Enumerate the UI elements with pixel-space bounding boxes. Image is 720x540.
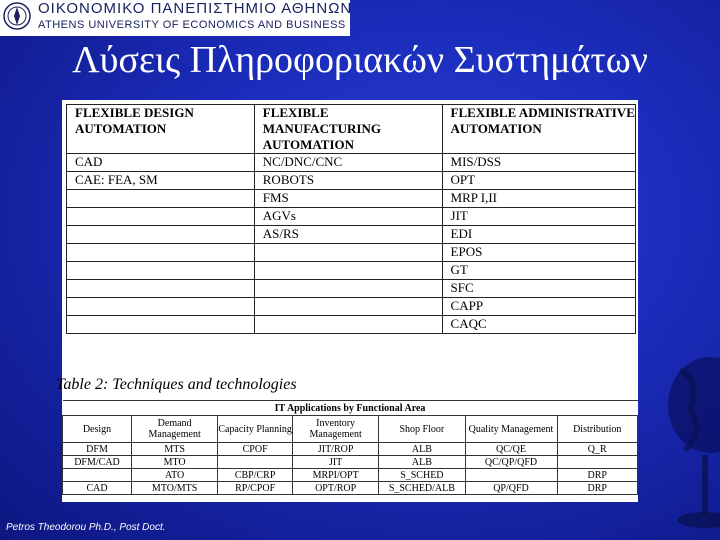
header-administrative: FLEXIBLE ADMINISTRATIVE AUTOMATION <box>442 105 635 154</box>
table-cell: EPOS <box>442 244 635 262</box>
table-cell: CAPP <box>442 298 635 316</box>
table-cell <box>254 244 442 262</box>
header-design: FLEXIBLE DESIGN AUTOMATION <box>67 105 255 154</box>
header-cell: Quality Management <box>465 416 557 443</box>
table-cell: MTS <box>132 443 218 456</box>
table-cell: JIT/ROP <box>293 443 379 456</box>
table-cell: OPT <box>442 172 635 190</box>
table-cell <box>254 316 442 334</box>
table-row <box>63 482 638 495</box>
table-cell: ROBOTS <box>254 172 442 190</box>
table-cell: NC/DNC/CNC <box>254 154 442 172</box>
table-cell <box>254 262 442 280</box>
table-row <box>67 172 636 190</box>
it-applications-table <box>62 400 638 495</box>
table-cell: EDI <box>442 226 635 244</box>
table-cell <box>557 456 638 469</box>
table-row <box>67 208 636 226</box>
table-cell: CAQC <box>442 316 635 334</box>
header-cell: Inventory Management <box>293 416 379 443</box>
table-cell: DFM/CAD <box>63 456 132 469</box>
table-cell <box>67 190 255 208</box>
table-row <box>67 298 636 316</box>
table-cell <box>67 226 255 244</box>
table-cell: QC/QE <box>465 443 557 456</box>
table-cell: RP/CPOF <box>218 482 293 495</box>
table-cell: QC/QP/QFD <box>465 456 557 469</box>
table-caption: Table 2: Techniques and technologies <box>56 376 297 393</box>
table-cell: CAD <box>67 154 255 172</box>
table-cell <box>67 280 255 298</box>
header-cell: Capacity Planning <box>218 416 293 443</box>
table-row <box>67 280 636 298</box>
university-name-english: ATHENS UNIVERSITY OF ECONOMICS AND BUSINESS <box>38 19 346 31</box>
table-title-row <box>63 401 638 416</box>
university-header <box>0 0 353 36</box>
table-header-row <box>63 416 638 443</box>
table-cell: CAD <box>63 482 132 495</box>
automation-table <box>66 104 636 334</box>
table-cell: CBP/CRP <box>218 469 293 482</box>
table-cell: GT <box>442 262 635 280</box>
table-cell: DRP <box>557 482 638 495</box>
table-cell: MRPI/OPT <box>293 469 379 482</box>
table-row <box>67 316 636 334</box>
table-cell: S_SCHED <box>379 469 465 482</box>
table-cell <box>254 298 442 316</box>
table-cell: MTO <box>132 456 218 469</box>
table-cell: MTO/MTS <box>132 482 218 495</box>
table-cell: JIT <box>442 208 635 226</box>
table-cell: ATO <box>132 469 218 482</box>
table-cell <box>67 208 255 226</box>
university-name-greek: ΟΙΚΟΝΟΜΙΚΟ ΠΑΝΕΠΙΣΤΗΜΙΟ ΑΘΗΝΩΝ <box>38 0 353 17</box>
table-cell: CPOF <box>218 443 293 456</box>
table-cell <box>254 280 442 298</box>
table-cell: MRP I,II <box>442 190 635 208</box>
table-cell <box>465 469 557 482</box>
table-cell: FMS <box>254 190 442 208</box>
table-row <box>67 226 636 244</box>
table-cell <box>67 244 255 262</box>
table-row <box>63 443 638 456</box>
table-cell: OPT/ROP <box>293 482 379 495</box>
header-cell: Shop Floor <box>379 416 465 443</box>
table-row <box>67 244 636 262</box>
table-cell <box>67 298 255 316</box>
table-row <box>63 456 638 469</box>
table-cell: CAE: FEA, SM <box>67 172 255 190</box>
table-cell: Q_R <box>557 443 638 456</box>
table-cell <box>67 316 255 334</box>
table-row <box>67 190 636 208</box>
scanned-document <box>56 100 638 502</box>
slide-footer: Petros Theodorou Ph.D., Post Doct. <box>6 522 166 533</box>
slide-title: Λύσεις Πληροφοριακών Συστημάτων <box>72 39 648 81</box>
table-cell: ALB <box>379 443 465 456</box>
table-title: IT Applications by Functional Area <box>63 401 638 416</box>
table-row <box>63 469 638 482</box>
table-cell: ALB <box>379 456 465 469</box>
table-cell: MIS/DSS <box>442 154 635 172</box>
table-row <box>67 262 636 280</box>
header-manufacturing: FLEXIBLE MANUFACTURING AUTOMATION <box>254 105 442 154</box>
university-logo-icon <box>2 1 32 31</box>
table-cell: AGVs <box>254 208 442 226</box>
table-header-row <box>67 105 636 154</box>
table-cell: QP/QFD <box>465 482 557 495</box>
table-cell: DRP <box>557 469 638 482</box>
table-cell <box>218 456 293 469</box>
table-cell: AS/RS <box>254 226 442 244</box>
table-cell <box>63 469 132 482</box>
table-cell: DFM <box>63 443 132 456</box>
table-row <box>67 154 636 172</box>
header-cell: Design <box>63 416 132 443</box>
header-cell: Demand Management <box>132 416 218 443</box>
globe-icon <box>630 330 720 540</box>
table-cell: SFC <box>442 280 635 298</box>
table-cell <box>67 262 255 280</box>
table-cell: JIT <box>293 456 379 469</box>
table-cell: S_SCHED/ALB <box>379 482 465 495</box>
header-cell: Distribution <box>557 416 638 443</box>
